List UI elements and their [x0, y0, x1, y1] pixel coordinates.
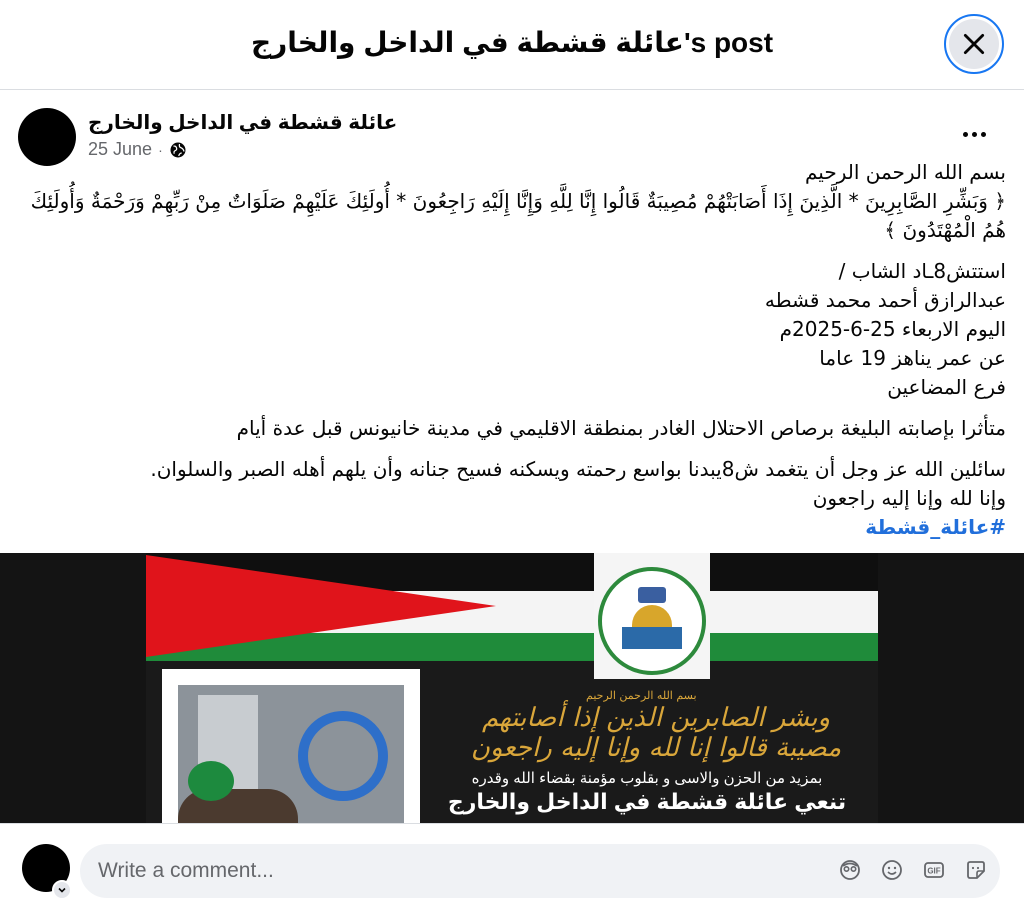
flyer-headline: تنعي عائلة قشطة في الداخل والخارج: [447, 789, 847, 814]
emoji-button[interactable]: [880, 858, 904, 882]
post-line: وإنا لله وإنا إليه راجعون: [812, 486, 1006, 510]
svg-text:GIF: GIF: [927, 866, 941, 876]
chevron-down-icon: [57, 885, 67, 895]
avatar-chevron[interactable]: [52, 880, 72, 900]
close-icon: [961, 31, 987, 57]
avatar-sticker-button[interactable]: [838, 858, 862, 882]
post-line: عن عمر يناهز 19 عاما: [819, 346, 1006, 370]
globe-icon: [169, 141, 187, 159]
post-date[interactable]: 25 June: [88, 139, 153, 159]
post-line: ﴿ وَبَشِّرِ الصَّابِرِينَ * الَّذِينَ إِذَا أَصَابَتْهُمْ مُصِيبَةٌ قَالُوا إِنَّا لِلَّهِ وَإِنَّا إِلَيْهِ رَاجِعُونَ * أُولَئِكَ عَلَيْهِمْ صَلَوَاتٌ مِنْ رَبِّهِمْ وَرَحْمَةٌ وَأُولَئِكَ هُمُ الْمُهْتَدُونَ ﴾: [30, 189, 1006, 242]
post-line: اليوم الاربعاء 25-6-2025م: [779, 317, 1006, 341]
sticker-icon: [964, 858, 988, 882]
gif-button[interactable]: [922, 858, 946, 882]
author-name[interactable]: عائلة قشطة في الداخل والخارج: [88, 112, 398, 134]
gif-icon: [922, 858, 946, 882]
flyer-bismillah: بسم الله الرحمن الرحيم: [586, 689, 697, 702]
emoji-icon: [880, 858, 904, 882]
deceased-photo: [178, 685, 404, 823]
dome-icon: [632, 605, 672, 627]
post-image[interactable]: [0, 553, 1024, 823]
flag-red-triangle: [146, 555, 496, 657]
post-line: فرع المضاعين: [887, 375, 1006, 399]
dialog-header: [0, 0, 1024, 90]
comment-tools: [838, 858, 988, 882]
more-options-button[interactable]: [954, 122, 994, 146]
more-icon: [963, 132, 968, 137]
post-line: عبدالرازق أحمد محمد قشطه: [764, 288, 1006, 312]
sticker-button[interactable]: [964, 858, 988, 882]
post-meta: [88, 139, 187, 160]
post-line: سائلين الله عز وجل أن يتغمد ش8يبدنا بواسع رحمته ويسكنه فسيح جنانه وأن يلهم أهله الصبر والسلوان.: [150, 457, 1006, 481]
post-body: [18, 158, 1006, 542]
obituary-flyer: [146, 553, 878, 823]
meta-separator: ·: [158, 141, 163, 158]
emblem-circle: [598, 567, 706, 675]
flyer-calligraphy: وبشر الصابرين الذين إذا أصابتهم مصيبة قالوا إنا لله وإنا إليه راجعون: [470, 703, 842, 763]
post-line: استتش8ـاد الشاب /: [838, 259, 1006, 283]
post-line: متأثرا بإصابته البليغة برصاص الاحتلال الغادر بمنطقة الاقليمي في مدينة خانيونس قبل عدة أيام: [236, 416, 1006, 440]
comment-composer: [0, 823, 1024, 923]
post-line: بسم الله الرحمن الرحيم: [804, 160, 1006, 184]
dialog-title: عائلة قشطة في الداخل والخارج's post: [250, 27, 774, 58]
flyer-text-line: بمزيد من الحزن والاسى و بقلوب مؤمنة بقضاء الله وقدره: [471, 770, 823, 787]
hashtag-link[interactable]: #عائلة_قشطة: [865, 515, 1006, 539]
close-button[interactable]: [944, 14, 1004, 74]
family-emblem: [594, 553, 710, 679]
avatar-sticker-icon: [838, 858, 862, 882]
